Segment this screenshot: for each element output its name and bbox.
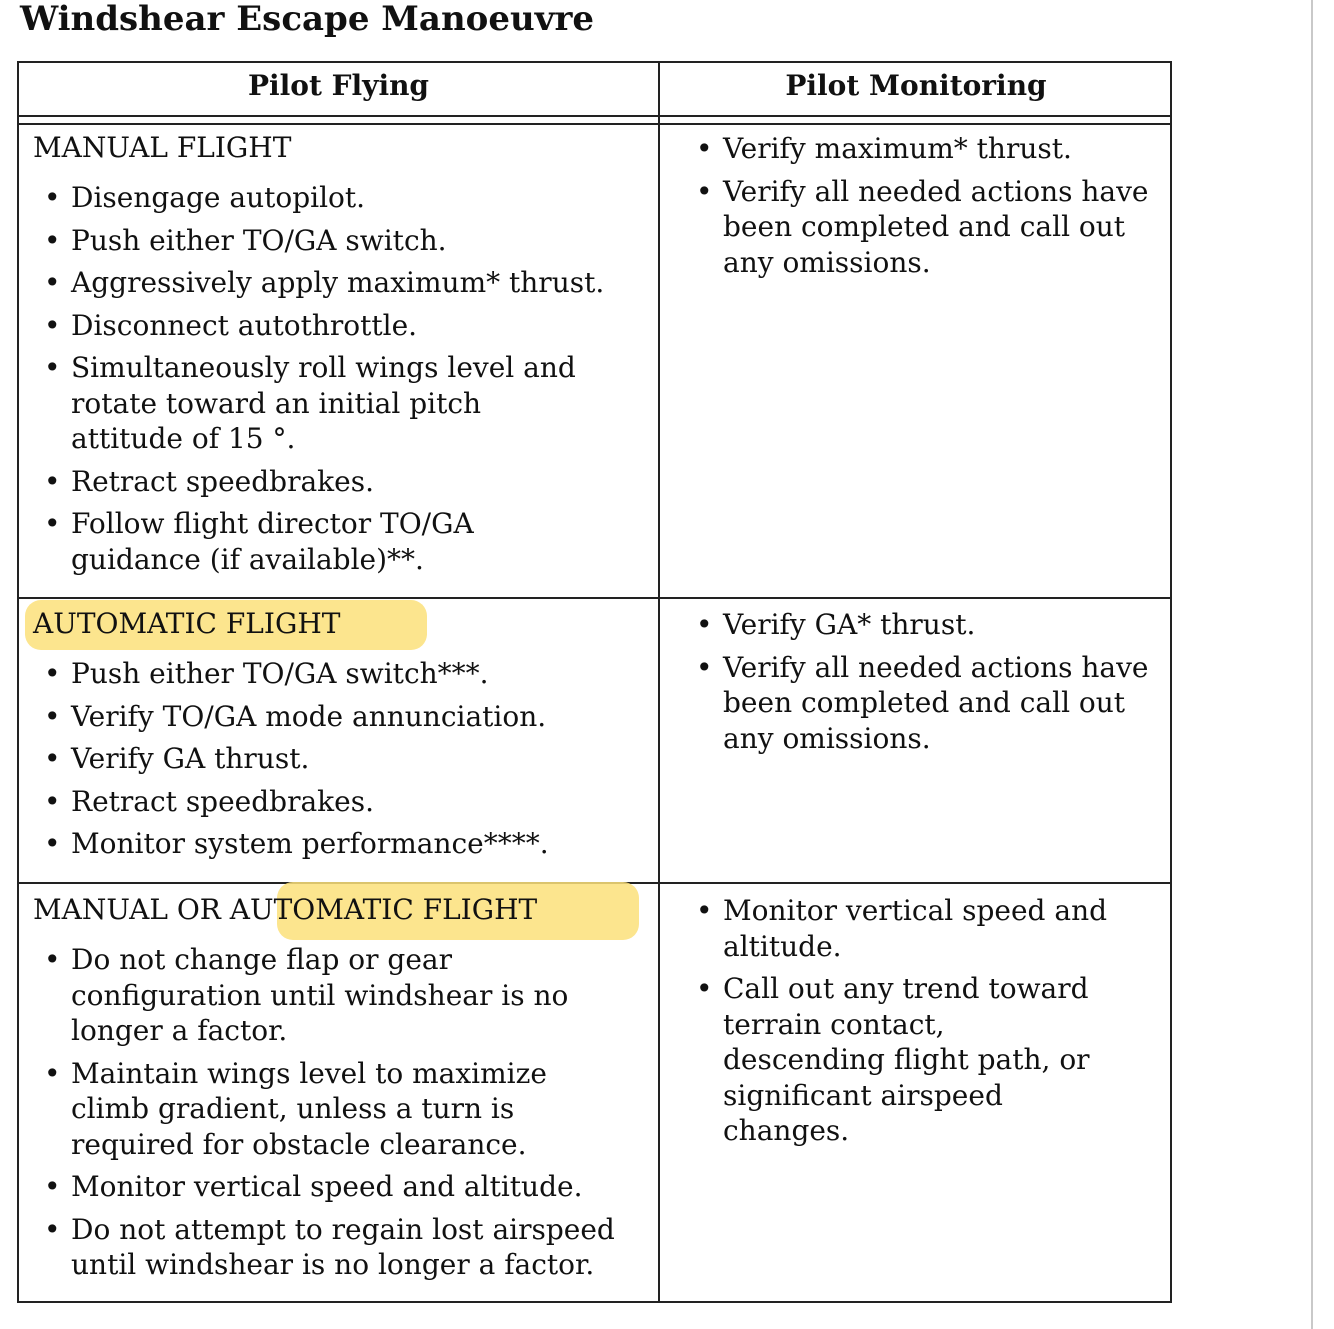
row1-pilot-flying-cell (33, 128, 633, 584)
list-item: • Disconnect autothrottle. (44, 308, 418, 342)
list-item: • Disengage autopilot. (44, 181, 366, 214)
header-pilot-flying: Pilot Flying (247, 69, 430, 102)
section-title-manual-or-automatic-flight: MANUAL OR AUTOMATIC FLIGHT (33, 890, 537, 930)
list-item: • Retract speedbrakes. (44, 784, 374, 818)
list-item: • Do not attempt to regain lost airspeed until windshear is no longer a factor. (44, 1212, 615, 1281)
row3-pilot-flying-cell (33, 890, 633, 1290)
row3-pilot-monitoring-cell (685, 893, 1115, 1156)
list-item: • Simultaneously roll wings level and rotate toward an initial pitch attitude of 15 °. (44, 351, 576, 455)
row3-pm-list (685, 893, 1115, 1149)
list-item: • Monitor system performance****. (44, 827, 549, 860)
header-rule-1 (17, 115, 1172, 117)
list-item: • Monitor vertical speed and altitude. (44, 1170, 583, 1203)
list-item: • Follow flight director TO/GA guidance (if available)**. (44, 507, 474, 576)
row1-pilot-monitoring-cell (685, 131, 1150, 287)
row-divider-1 (17, 597, 1172, 599)
list-item: • Maintain wings level to maximize climb gradient, unless a turn is required for obstacle clearance. (44, 1056, 547, 1161)
header-rule-2 (17, 123, 1172, 125)
row2-pilot-flying-cell (33, 604, 633, 869)
row3-pf-list (33, 942, 633, 1283)
header-pilot-monitoring: Pilot Monitoring (785, 69, 1047, 102)
row2-pm-list (685, 607, 1150, 756)
list-item: • Do not change flap or gear configuration until windshear is no longer a factor. (44, 943, 569, 1047)
column-divider (658, 61, 660, 1303)
row1-pm-list (685, 131, 1150, 280)
list-item: • Push either TO/GA switch. (44, 223, 447, 257)
list-item: • Verify all needed actions have been completed and call out any omissions. (696, 174, 1149, 279)
page-title: Windshear Escape Manoeuvre (20, 0, 595, 39)
list-item: • Verify maximum* thrust. (696, 132, 1072, 165)
row1-pf-list (33, 180, 633, 577)
list-item: • Monitor vertical speed and altitude. (696, 894, 1108, 963)
row2-pilot-monitoring-cell (685, 607, 1150, 763)
list-item: • Aggressively apply maximum* thrust. (44, 266, 605, 299)
list-item: • Verify GA thrust. (44, 742, 310, 775)
list-item: • Verify TO/GA mode annunciation. (44, 699, 547, 733)
list-item: • Verify GA* thrust. (696, 608, 976, 641)
list-item: • Call out any trend toward terrain contact, descending flight path, or significant airspeed changes. (696, 972, 1090, 1147)
page-edge-divider (1311, 0, 1313, 1329)
list-item: • Push either TO/GA switch***. (44, 657, 489, 690)
list-item: • Retract speedbrakes. (44, 464, 374, 498)
section-title-automatic-flight: AUTOMATIC FLIGHT (33, 604, 340, 644)
section-title-manual-flight: MANUAL FLIGHT (33, 131, 292, 164)
row2-pf-list (33, 656, 633, 862)
list-item: • Verify all needed actions have been completed and call out any omissions. (696, 650, 1149, 755)
